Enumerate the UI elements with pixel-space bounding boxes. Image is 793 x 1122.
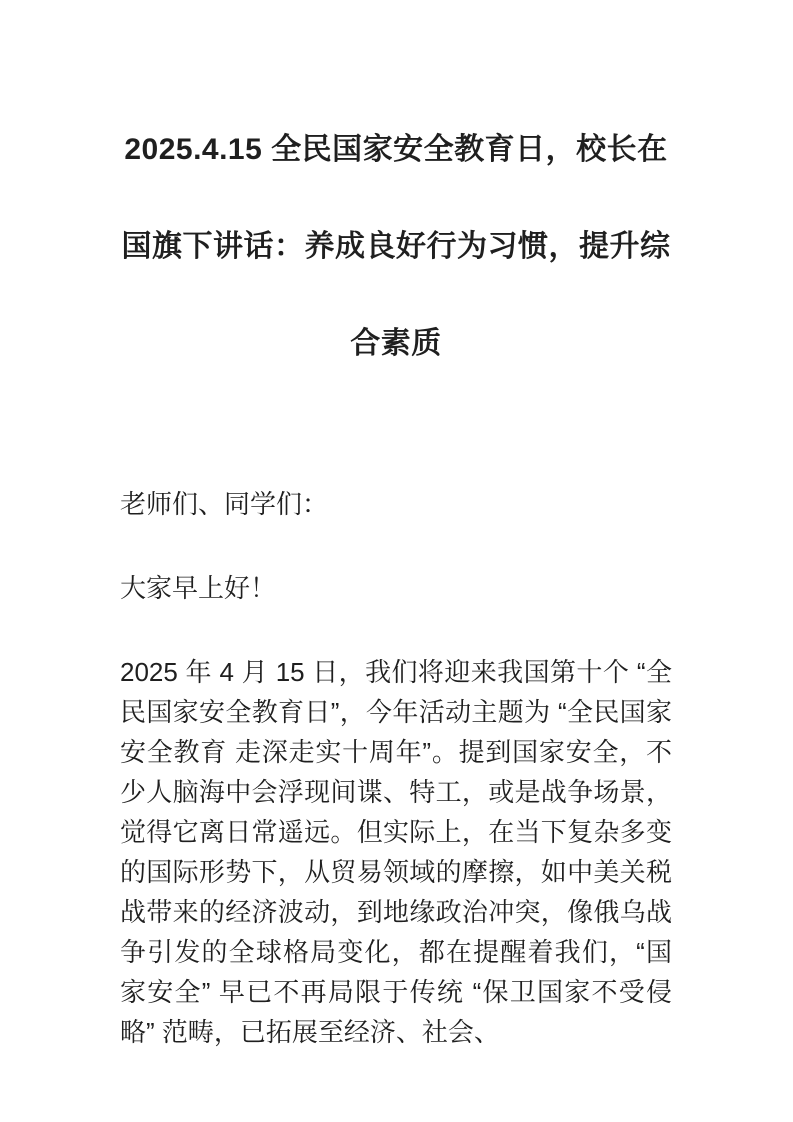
greeting-paragraph: 大家早上好！	[120, 573, 277, 603]
document-title: 2025.4.15 全民国家安全教育日，校长在国旗下讲话：养成良好行为习惯，提升综合素质	[121, 133, 671, 360]
salutation-paragraph: 老师们、同学们：	[120, 489, 329, 519]
body-paragraph: 2025 年 4 月 15 日，我们将迎来我国第十个 “全民国家安全教育日”，今年活动主题为 “全民国家安全教育 走深走实十周年”。提到国家安全，不少人脑海中会浮现间谍、特工，或是战争场景，觉得它离日常遥远。但实际上，在当下复杂多变的国际形势下，从贸易领域的摩擦，如中美关税战带来的经济波动，到地缘政治冲突，像俄乌战争引发的全球格局变化，都在提醒着我们，“国家安全” 早已不再局限于传统 “保卫国家不受侵略” 范畴，已拓展至经济、社会、	[120, 657, 672, 1047]
